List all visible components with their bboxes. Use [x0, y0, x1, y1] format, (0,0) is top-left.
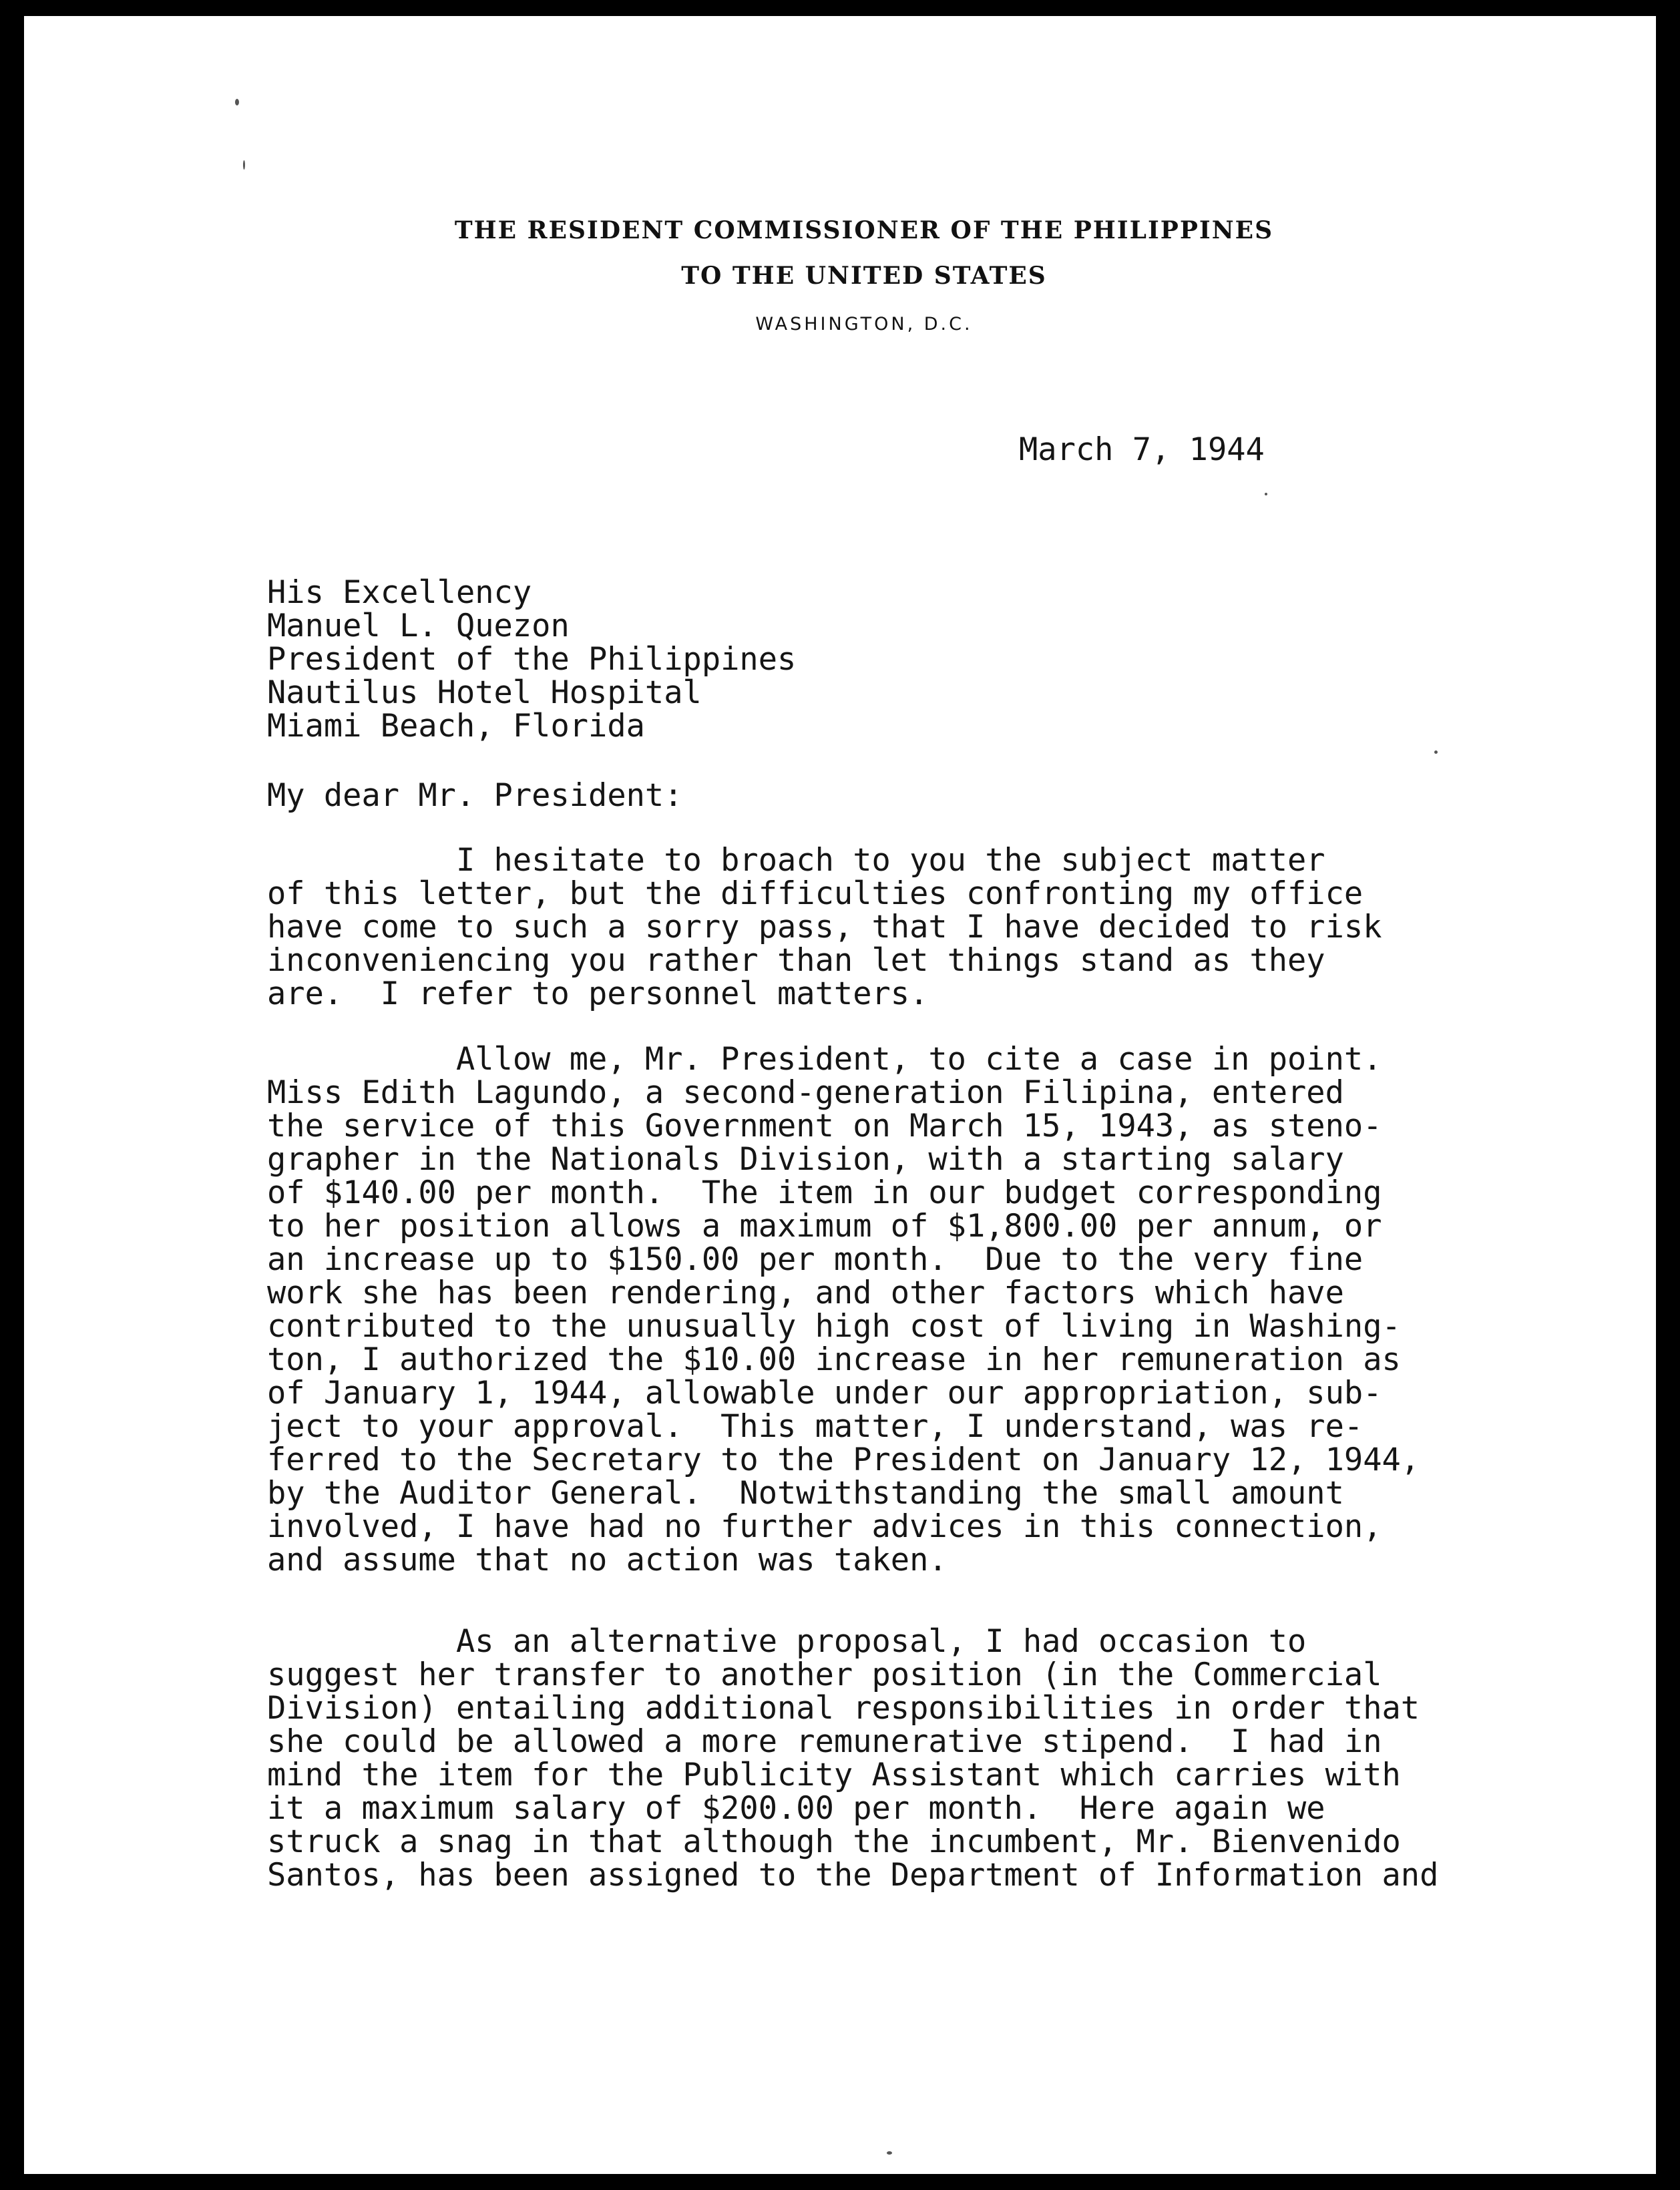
letter-date: March 7, 1944	[1019, 431, 1265, 468]
scan-speck	[1265, 493, 1267, 495]
body-paragraph: I hesitate to broach to you the subject matter of this letter, but the difficulties confronting my office have come to such a sorry pass, that I have decided to risk inconveniencing you rather than let things stand as they are. I refer to personnel matters.	[267, 842, 1382, 1012]
body-paragraph: As an alternative proposal, I had occasion to suggest her transfer to another position (in the Commercial Division) entailing additional responsibilities in order that she could be allowed a more remunerative stipend. I had in mind the item for the Publicity Assistant which carries with it a maximum salary of $200.00 per month. Here again we struck a snag in that although the incumbent, Mr. Bienvenido Santos, has been assigned to the Department of Information and	[267, 1623, 1439, 1894]
letter-page	[24, 16, 1656, 2174]
scan-speck	[243, 160, 245, 170]
letterhead-subtitle: TO THE UNITED STATES	[681, 262, 1047, 290]
recipient-line: Manuel L. Quezon	[267, 608, 570, 644]
body-paragraph: Allow me, Mr. President, to cite a case in point. Miss Edith Lagundo, a second-generation Filipina, entered the service of this Government on March 15, 1943, as steno- grapher in the Nationals Division, with a starting salary of $140.00 per month. The item in our budget corresponding to her position allows a maximum of $1,800.00 per annum, or an increase up to $150.00 per month. Due to the very fine work she has been rendering, and other factors which have contributed to the unusually high cost of living in Washing- ton, I authorized the $10.00 increase in her remuneration as of January 1, 1944, allowable under our appropriation, sub- ject to your approval. This matter, I understand, was re- ferred to the Secretary to the President on January 12, 1944, by the Auditor General. Notwithstanding the small amount involved, I have had no further advices in this connection, and assume that no action was taken.	[267, 1041, 1420, 1578]
recipient-line: President of the Philippines	[267, 641, 797, 678]
recipient-line: Nautilus Hotel Hospital	[267, 674, 702, 711]
letterhead-title: THE RESIDENT COMMISSIONER OF THE PHILIPPINES	[454, 216, 1274, 244]
recipient-line: Miami Beach, Florida	[267, 708, 645, 744]
letterhead-location: WASHINGTON, D.C.	[755, 314, 973, 335]
scan-speck	[887, 2151, 892, 2155]
salutation: My dear Mr. President:	[267, 777, 683, 814]
scan-speck	[1434, 750, 1438, 754]
scan-speck	[235, 99, 239, 105]
recipient-line: His Excellency	[267, 574, 532, 611]
